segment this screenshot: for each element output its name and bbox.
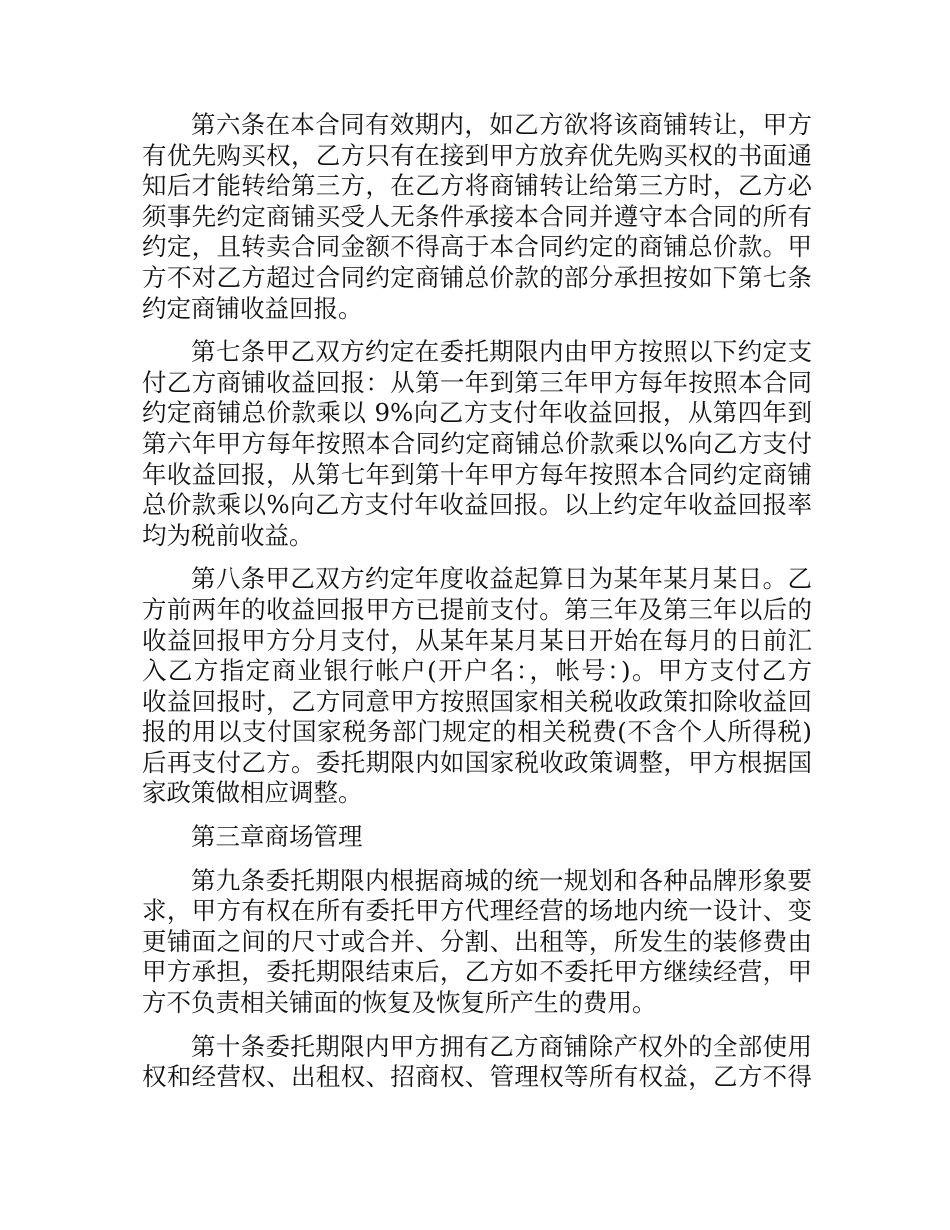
text-line: 收益回报时，乙方同意甲方按照国家相关税收政策扣除收益回 — [142, 686, 812, 716]
text-line: 更铺面之间的尺寸或合并、分割、出租等，所发生的装修费由 — [142, 926, 812, 956]
text-line: 约定商铺总价款乘以 9%向乙方支付年收益回报，从第四年到 — [142, 398, 812, 428]
text-line: 第六条在本合同有效期内，如乙方欲将该商铺转让，甲方 — [191, 110, 812, 139]
text-line: 知后才能转给第三方，在乙方将商铺转让给第三方时，乙方必 — [142, 171, 812, 201]
chapter-3-heading — [142, 822, 812, 853]
text-line: 求，甲方有权在所有委托甲方代理经营的场地内统一设计、变 — [142, 896, 812, 926]
article-8-paragraph — [142, 564, 812, 809]
article-7-paragraph — [142, 337, 812, 551]
text-line: 方不对乙方超过合同约定商铺总价款的部分承担按如下第七条 — [142, 262, 812, 292]
text-line: 甲方承担，委托期限结束后，乙方如不委托甲方继续经营，甲 — [142, 957, 812, 987]
text-line: 第六年甲方每年按照本合同约定商铺总价款乘以%向乙方支付 — [142, 428, 812, 458]
text-line: 有优先购买权，乙方只有在接到甲方放弃优先购买权的书面通 — [142, 140, 812, 170]
article-6-paragraph — [142, 110, 812, 324]
article-10-paragraph — [142, 1032, 812, 1093]
text-line: 入乙方指定商业银行帐户(开户名：，帐号：)。甲方支付乙方 — [142, 656, 812, 686]
text-line: 第十条委托期限内甲方拥有乙方商铺除产权外的全部使用 — [191, 1031, 812, 1061]
text-line: 方前两年的收益回报甲方已提前支付。第三年及第三年以后的 — [142, 594, 812, 624]
text-line: 约定商铺收益回报。 — [142, 293, 363, 323]
text-line: 报的用以支付国家税务部门规定的相关税费(不含个人所得税) — [142, 717, 812, 747]
document-page — [142, 110, 812, 1106]
text-line: 家政策做相应调整。 — [142, 778, 363, 808]
text-line: 须事先约定商铺买受人无条件承接本合同并遵守本合同的所有 — [142, 201, 812, 231]
text-line: 方不负责相关铺面的恢复及恢复所产生的费用。 — [142, 988, 657, 1018]
text-line: 权和经营权、出租权、招商权、管理权等所有权益，乙方不得 — [142, 1062, 812, 1092]
text-line: 付乙方商铺收益回报：从第一年到第三年甲方每年按照本合同 — [142, 367, 812, 397]
text-line: 年收益回报，从第七年到第十年甲方每年按照本合同约定商铺 — [142, 459, 812, 489]
text-line: 总价款乘以%向乙方支付年收益回报。以上约定年收益回报率 — [142, 490, 812, 520]
text-line: 约定，且转卖合同金额不得高于本合同约定的商铺总价款。甲 — [142, 232, 812, 262]
chapter-heading-text: 第三章商场管理 — [191, 822, 363, 852]
text-line: 第九条委托期限内根据商城的统一规划和各种品牌形象要 — [191, 865, 812, 895]
text-line: 收益回报甲方分月支付，从某年某月某日开始在每月的日前汇 — [142, 625, 812, 655]
text-line: 均为税前收益。 — [142, 520, 314, 550]
text-line: 后再支付乙方。委托期限内如国家税收政策调整，甲方根据国 — [142, 747, 812, 777]
text-line: 第八条甲乙双方约定年度收益起算日为某年某月某日。乙 — [191, 564, 812, 594]
article-9-paragraph — [142, 866, 812, 1019]
text-line: 第七条甲乙双方约定在委托期限内由甲方按照以下约定支 — [191, 337, 812, 367]
